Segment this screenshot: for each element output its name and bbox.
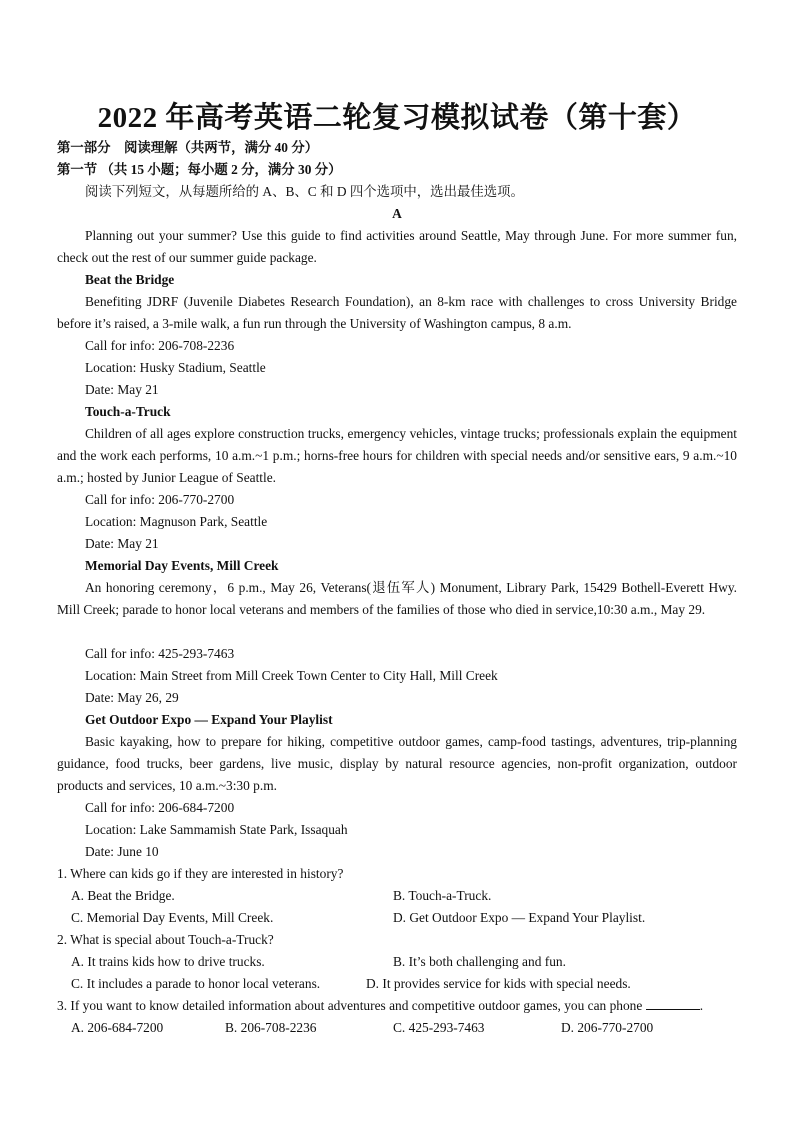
intro-paragraph: Planning out your summer? Use this guide to find activities around Seattle, May through June. For more summer fun, check out the rest of our summer guide package. xyxy=(57,228,737,265)
answer-option: C. It includes a parade to honor local veterans. xyxy=(71,976,321,991)
event-date: Date: May 21 xyxy=(85,536,159,551)
question-stem: 1. Where can kids go if they are interested in history? xyxy=(57,866,344,881)
event-call: Call for info: 206-770-2700 xyxy=(85,492,235,507)
answer-option: A. Beat the Bridge. xyxy=(71,888,175,903)
event-description: Benefiting JDRF (Juvenile Diabetes Research Foundation), an 8-km race with challenges to cross University Bridge before it’s raised, a 3-mile walk, a fun run through the University of Washington campus, 8 a.m. xyxy=(57,294,737,331)
answer-option: B. 206-708-2236 xyxy=(225,1020,317,1035)
section-heading: 第一节 （共 15 小题；每小题 2 分，满分 30 分） xyxy=(57,162,342,177)
event-call: Call for info: 206-708-2236 xyxy=(85,338,235,353)
exam-title: 2022 年高考英语二轮复习模拟试卷（第十套） xyxy=(97,102,697,134)
answer-option: C. Memorial Day Events, Mill Creek. xyxy=(71,910,274,925)
event-location: Location: Lake Sammamish State Park, Issaquah xyxy=(85,822,348,837)
event-title: Get Outdoor Expo — Expand Your Playlist xyxy=(85,712,333,727)
event-date: Date: June 10 xyxy=(85,844,159,859)
event-title: Touch-a-Truck xyxy=(85,404,171,419)
part-heading: 第一部分 阅读理解（共两节，满分 40 分） xyxy=(57,140,319,155)
event-description: Children of all ages explore construction trucks, emergency vehicles, vintage trucks; professionals explain the equipment and the work each performs, 10 a.m.~1 p.m.; horns-free hours for children with special needs and/or sensitive ears, 9 a.m.~10 a.m.; hosted by Junior League of Seattle. xyxy=(57,426,737,485)
event-location: Location: Husky Stadium, Seattle xyxy=(85,360,266,375)
answer-blank xyxy=(646,997,700,1010)
question-stem-end: . xyxy=(699,998,704,1013)
event-date: Date: May 21 xyxy=(85,382,159,397)
answer-option: B. It’s both challenging and fun. xyxy=(393,954,566,969)
event-call: Call for info: 425-293-7463 xyxy=(85,646,235,661)
question-stem: 2. What is special about Touch-a-Truck? xyxy=(57,932,274,947)
answer-option: D. Get Outdoor Expo — Expand Your Playlist. xyxy=(393,910,646,925)
event-location: Location: Magnuson Park, Seattle xyxy=(85,514,268,529)
answer-option: C. 425-293-7463 xyxy=(393,1020,485,1035)
answer-option: A. It trains kids how to drive trucks. xyxy=(71,954,265,969)
question-stem: 3. If you want to know detailed information about adventures and competitive outdoor games, you can phone xyxy=(57,998,643,1013)
answer-option: B. Touch-a-Truck. xyxy=(393,888,492,903)
event-description: Basic kayaking, how to prepare for hiking, competitive outdoor games, camp-food tastings, adventures, trip-planning guidance, food trucks, beer gardens, live music, display by natural resource agencies, non-profit organization, outdoor products and services, 10 a.m.~3:30 p.m. xyxy=(57,734,737,793)
answer-option: A. 206-684-7200 xyxy=(71,1020,164,1035)
event-title: Beat the Bridge xyxy=(85,272,175,287)
event-description: An honoring ceremony，6 p.m., May 26, Veterans(退伍军人) Monument, Library Park, 15429 Bothell-Everett Hwy. Mill Creek; parade to honor local veterans and members of the families of those who died in service,10:30 a.m., May 29. xyxy=(57,580,737,617)
passage-label: A xyxy=(392,206,402,221)
event-location: Location: Main Street from Mill Creek Town Center to City Hall, Mill Creek xyxy=(85,668,498,683)
event-date: Date: May 26, 29 xyxy=(85,690,179,705)
event-call: Call for info: 206-684-7200 xyxy=(85,800,235,815)
answer-option: D. It provides service for kids with special needs. xyxy=(366,976,631,991)
instructions: 阅读下列短文，从每题所给的 A、B、C 和 D 四个选项中，选出最佳选项。 xyxy=(85,184,524,199)
question-stem-line xyxy=(57,995,737,1017)
answer-option: D. 206-770-2700 xyxy=(561,1020,654,1035)
event-title: Memorial Day Events, Mill Creek xyxy=(85,558,279,573)
